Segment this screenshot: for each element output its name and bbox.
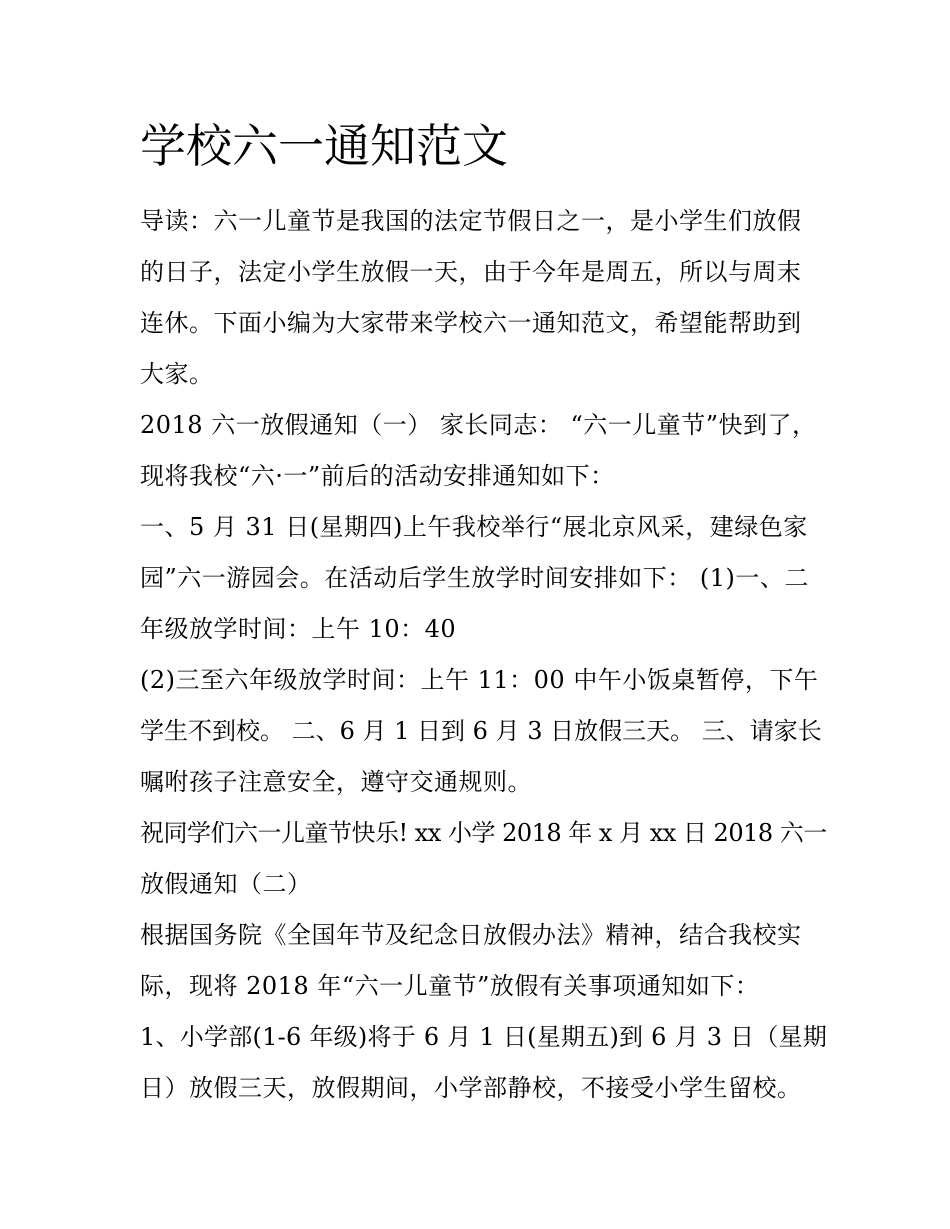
body-line-3: 连休。下面小编为大家带来学校六一通知范文，希望能帮助到 — [140, 309, 802, 337]
body-line-6: 现将我校“六·一”前后的活动安排通知如下： — [140, 462, 615, 490]
body-line-13: 祝同学们六一儿童节快乐! xx 小学 2018 年 x 月 xx 日 2018 六一 — [140, 819, 827, 847]
document-title: 学校六一通知范文 — [140, 119, 508, 173]
body-line-14: 放假通知（二） — [140, 870, 312, 898]
body-line-10: (2)三至六年级放学时间：上午 11：00 中午小饭桌暂停，下午 — [140, 666, 819, 694]
body-line-7: 一、5 月 31 日(星期四)上午我校举行“展北京风采，建绿色家 — [140, 513, 808, 541]
body-line-16: 际，现将 2018 年“六一儿童节”放假有关事项通知如下： — [140, 972, 760, 1000]
body-line-8: 园”六一游园会。在活动后学生放学时间安排如下： (1)一、二 — [140, 564, 809, 592]
document-body — [140, 196, 828, 1114]
body-line-15: 根据国务院《全国年节及纪念日放假办法》精神，结合我校实 — [140, 921, 802, 949]
body-line-5: 2018 六一放假通知（一） 家长同志： “六一儿童节”快到了， — [140, 411, 817, 439]
body-line-2: 的日子，法定小学生放假一天，由于今年是周五，所以与周末 — [140, 258, 802, 286]
body-line-4: 大家。 — [140, 360, 214, 388]
body-line-18: 日）放假三天，放假期间，小学部静校，不接受小学生留校。 — [140, 1074, 802, 1102]
body-line-17: 1、小学部(1-6 年级)将于 6 月 1 日(星期五)到 6 月 3 日（星期 — [140, 1023, 828, 1051]
body-line-11: 学生不到校。 二、6 月 1 日到 6 月 3 日放假三天。 三、请家长 — [140, 717, 822, 745]
body-line-9: 年级放学时间：上午 10：40 — [140, 615, 457, 643]
body-line-1: 导读：六一儿童节是我国的法定节假日之一，是小学生们放假 — [140, 207, 802, 235]
body-line-12: 嘱咐孩子注意安全，遵守交通规则。 — [140, 768, 532, 796]
